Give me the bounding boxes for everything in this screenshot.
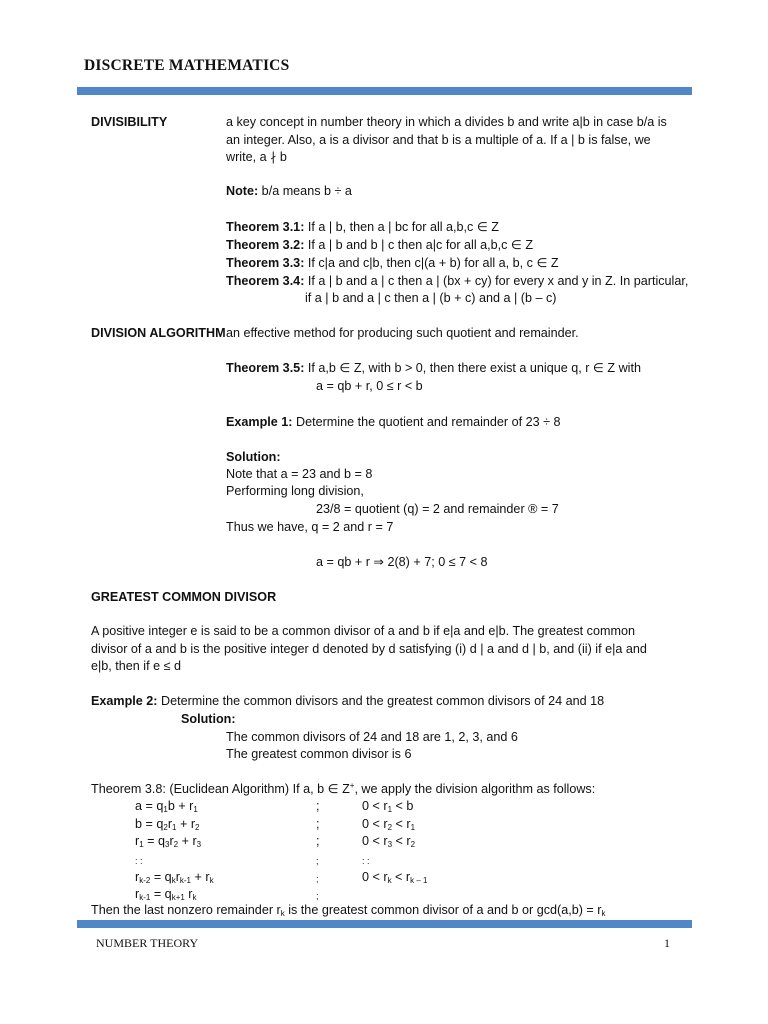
eq-part: = q	[150, 870, 172, 884]
euclid-equation	[135, 798, 198, 816]
cond-part: < r	[392, 817, 411, 831]
euclid-equation	[135, 833, 201, 851]
euclid-intro-text: , we apply the division algorithm as follows:	[354, 782, 596, 796]
divisibility-para-line: write, a ∤ b	[226, 150, 287, 164]
subscript: k	[601, 909, 606, 918]
cond-part: < r	[391, 870, 411, 884]
eq-part: + r	[178, 834, 197, 848]
subscript: k	[387, 876, 392, 885]
footer-section: NUMBER THEORY	[96, 936, 199, 950]
subscript: 1	[410, 823, 416, 832]
theorem-3-4-continuation: if a | b and a | c then a | (b + c) and a | (b – c)	[305, 291, 557, 305]
subscript: 2	[163, 823, 168, 832]
euclid-conclusion	[91, 902, 605, 920]
example-1	[226, 414, 561, 432]
eq-part: r	[135, 887, 140, 901]
theorem-3-1	[226, 219, 499, 237]
eq-part: + r	[191, 870, 210, 884]
subscript: k	[192, 893, 197, 902]
section-heading-divisibility: DIVISIBILITY	[91, 115, 168, 129]
theorem-3-5	[226, 360, 641, 378]
solution-line: 23/8 = quotient (q) = 2 and remainder ® = 7	[316, 502, 559, 516]
page-number: 1	[664, 936, 670, 950]
subscript: 2	[195, 823, 200, 832]
section-heading-division-algorithm: DIVISION ALGORITHM	[91, 326, 226, 340]
euclid-equation	[135, 816, 199, 834]
eq-part: r	[184, 887, 193, 901]
euclid-separator: ;	[316, 799, 320, 813]
header-rule	[77, 87, 692, 95]
solution-line: The greatest common divisor is 6	[226, 747, 412, 761]
subscript: 1	[139, 840, 144, 849]
euclid-equation	[135, 886, 197, 904]
subscript: 2	[173, 840, 179, 849]
theorem-3-2	[226, 237, 533, 255]
note-text: b/a means b ÷ a	[258, 184, 352, 198]
subscript: 1	[172, 823, 177, 832]
euclid-condition	[362, 869, 427, 887]
subscript: 3	[196, 840, 202, 849]
eq-part: a = q	[135, 799, 164, 813]
eq-part: b + r	[167, 799, 194, 813]
theorem-text: If a | b and a | c then a | (bx + cy) for every x and y in Z. In particular,	[304, 274, 689, 288]
subscript: 1	[193, 805, 198, 814]
example-label: Example 1:	[226, 415, 293, 429]
subscript: k-2	[139, 876, 151, 885]
euclid-dots: : :	[362, 856, 370, 866]
subscript: k	[209, 876, 214, 885]
section-heading-gcd: GREATEST COMMON DIVISOR	[91, 590, 277, 604]
cond-part: 0 < r	[362, 834, 388, 848]
subscript: 3	[165, 840, 170, 849]
subscript: k+1	[171, 893, 185, 902]
subscript: k – 1	[410, 876, 428, 885]
theorem-text: If c|a and c|b, then c|(a + b) for all a, b, c ∈ Z	[304, 256, 559, 270]
euclid-separator: ;	[316, 874, 319, 884]
example-2	[91, 693, 604, 711]
eq-part: = q	[143, 834, 166, 848]
solution-line: The common divisors of 24 and 18 are 1, 2, 3, and 6	[226, 730, 518, 744]
cond-part: 0 < r	[362, 799, 388, 813]
cond-part: < r	[392, 834, 411, 848]
theorem-label: Theorem 3.4:	[226, 274, 305, 288]
solution-line: Thus we have, q = 2 and r = 7	[226, 520, 394, 534]
gcd-para-line: divisor of a and b is the positive integer d denoted by d satisfying (i) d | a and d | b, and (ii) if e|a and	[91, 641, 647, 656]
eq-part: r	[135, 870, 140, 884]
gcd-para-line: A positive integer e is said to be a common divisor of a and b if e|a and e|b. The greatest common	[91, 624, 635, 638]
theorem-label: Theorem 3.1:	[226, 220, 305, 234]
subscript: k	[280, 909, 285, 918]
subscript: 3	[387, 840, 393, 849]
euclid-dots: : :	[135, 856, 143, 866]
cond-part: 0 < r	[362, 817, 388, 831]
note-line	[226, 183, 352, 201]
theorem-3-5-formula: a = qb + r, 0 ≤ r < b	[316, 379, 423, 393]
division-intro: an effective method for producing such quotient and remainder.	[226, 326, 579, 340]
example-label: Example 2:	[91, 694, 158, 708]
theorem-text: If a | b, then a | bc for all a,b,c ∈ Z	[304, 220, 500, 234]
divisibility-para-line: a key concept in number theory in which a divides b and write a|b in case b/a is	[226, 115, 667, 129]
euclid-intro-text: Theorem 3.8: (Euclidean Algorithm) If a, b ∈ Z	[91, 782, 350, 796]
eq-part: b = q	[135, 817, 164, 831]
note-label: Note:	[226, 184, 259, 198]
divisibility-para-line: an integer. Also, a is a divisor and that b is a multiple of a. If a | b is false, we	[226, 132, 651, 147]
theorem-label: Theorem 3.2:	[226, 238, 305, 252]
cond-part: < b	[392, 799, 414, 813]
subscript: 1	[163, 805, 168, 814]
superscript: +	[349, 781, 355, 790]
solution-line: Note that a = 23 and b = 8	[226, 467, 373, 481]
eq-part: r	[167, 817, 173, 831]
eq-part: + r	[176, 817, 196, 831]
gcd-para-line: e|b, then if e ≤ d	[91, 659, 182, 673]
euclid-separator: ;	[316, 856, 319, 866]
footer-rule	[77, 920, 692, 928]
conclusion-text: is the greatest common divisor of a and b or gcd(a,b) = r	[284, 903, 602, 917]
subscript: k	[171, 876, 176, 885]
subscript: 2	[387, 823, 393, 832]
example-text: Determine the quotient and remainder of 23 ÷ 8	[292, 415, 561, 429]
eq-part: r	[169, 834, 174, 848]
conclusion-text: Then the last nonzero remainder r	[91, 903, 281, 917]
theorem-label: Theorem 3.5:	[226, 361, 305, 375]
cond-part: 0 < r	[362, 870, 388, 884]
subscript: k-1	[179, 876, 192, 885]
solution-label: Solution:	[226, 450, 281, 464]
euclid-separator: ;	[316, 891, 319, 901]
theorem-3-4	[226, 273, 688, 291]
theorem-text: If a | b and b | c then a|c for all a,b,c ∈ Z	[304, 238, 534, 252]
subscript: 2	[410, 840, 416, 849]
euclid-separator: ;	[316, 817, 320, 831]
euclid-separator: ;	[316, 834, 320, 848]
euclid-condition	[362, 798, 413, 816]
eq-part: = q	[150, 887, 172, 901]
subscript: k-1	[139, 893, 151, 902]
subscript: 1	[387, 805, 393, 814]
theorem-text: If a,b ∈ Z, with b > 0, then there exist a unique q, r ∈ Z with	[304, 361, 641, 375]
euclid-equation	[135, 869, 214, 887]
example-text: Determine the common divisors and the greatest common divisors of 24 and 18	[157, 694, 605, 708]
euclid-condition	[362, 816, 415, 834]
page-header-title: DISCRETE MATHEMATICS	[84, 57, 290, 74]
eq-part: r	[175, 870, 180, 884]
theorem-3-3	[226, 255, 559, 273]
euclid-intro	[91, 781, 595, 799]
solution-line: Performing long division,	[226, 484, 364, 498]
euclid-condition	[362, 833, 415, 851]
solution-label: Solution:	[181, 712, 236, 726]
solution-formula: a = qb + r ⇒ 2(8) + 7; 0 ≤ 7 < 8	[316, 555, 488, 569]
eq-part: r	[135, 834, 140, 848]
theorem-label: Theorem 3.3:	[226, 256, 305, 270]
